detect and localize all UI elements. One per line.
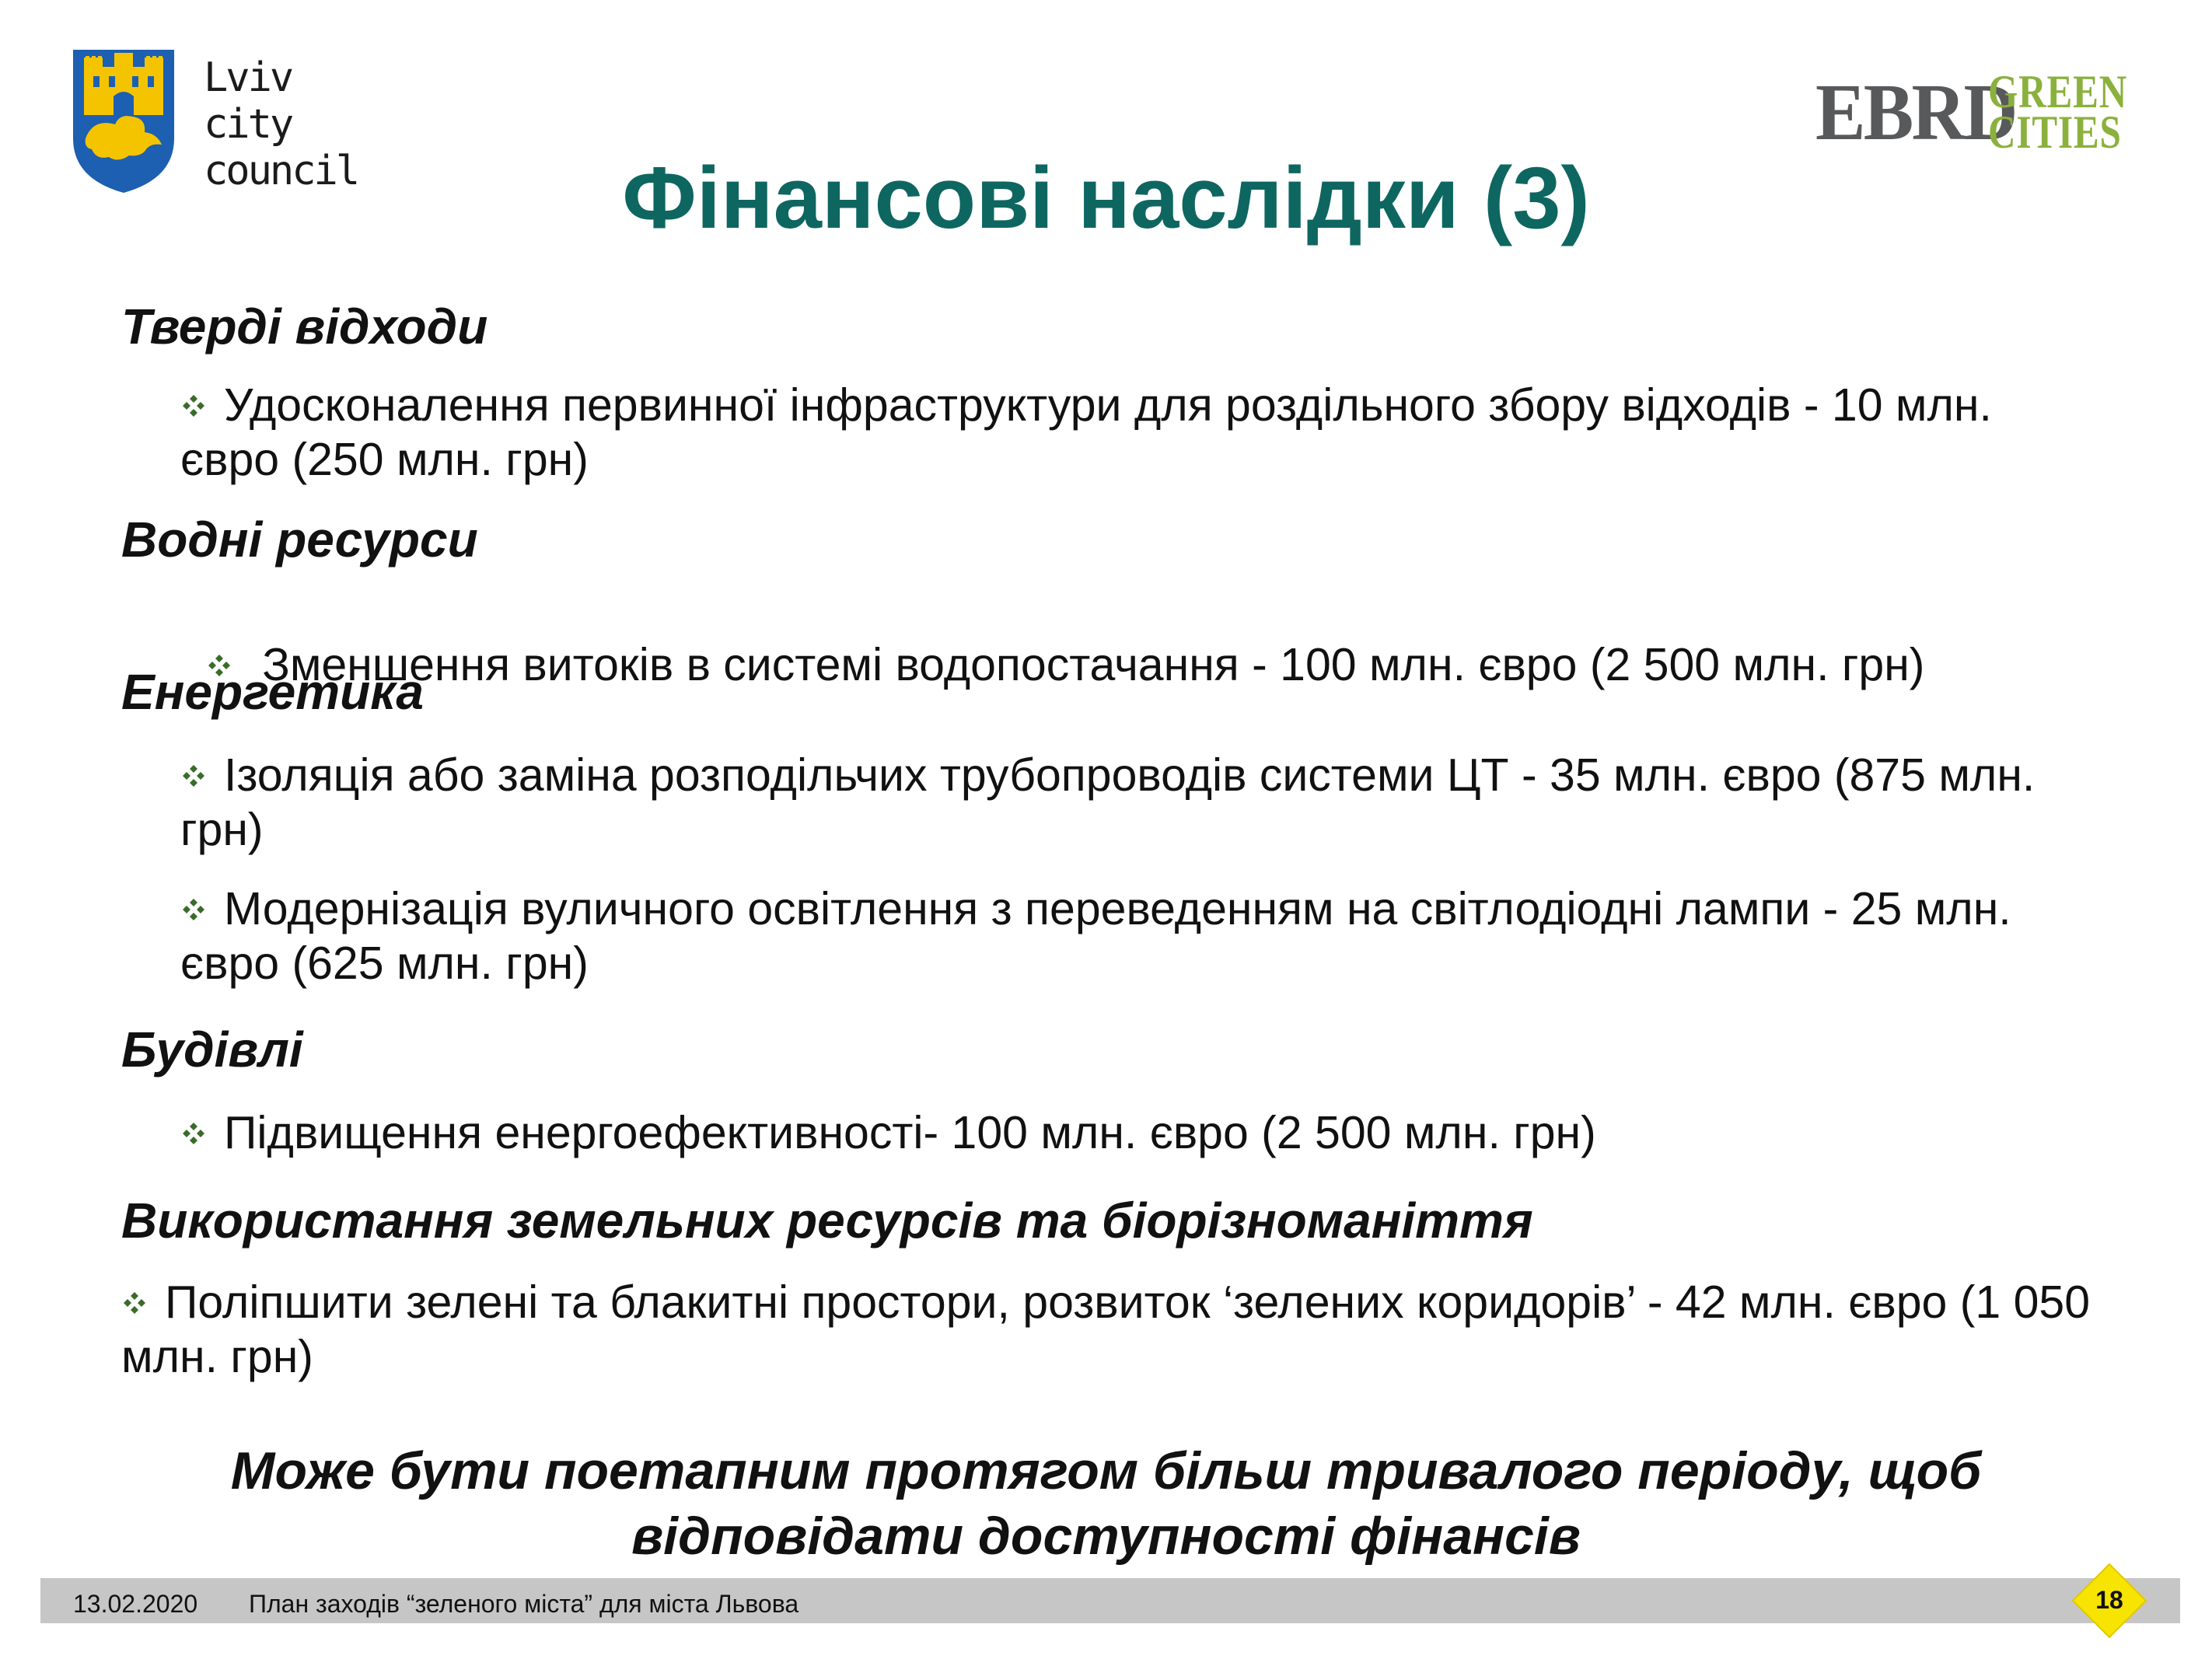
four-diamond-bullet-icon: [180, 393, 207, 419]
list-item-text: Зменшення витоків в системі водопостачання - 100 млн. євро (2 500 млн. грн): [249, 639, 1925, 690]
list-item: [180, 882, 2077, 990]
list-item-text: Підвищення енергоефективності- 100 млн. євро (2 500 млн. грн): [224, 1107, 1596, 1158]
list-item: [121, 1275, 2143, 1384]
council-name: Lviv city council: [204, 54, 358, 194]
list-item-text: Модернізація вуличного освітлення з переведенням на світлодіодні лампи - 25 млн. євро (625 млн. грн): [180, 883, 2011, 989]
ebrd-green-cities-logo: [1815, 66, 2128, 158]
conclusion-text: Може бути поетапним протягом більш тривалого періоду, щоб відповідати доступності фінансів: [230, 1441, 1982, 1566]
four-diamond-bullet-icon: [121, 1290, 148, 1316]
footer-date: 13.02.2020: [73, 1590, 198, 1618]
ebrd-wordmark: EBRD: [1815, 68, 2016, 157]
section-heading-buildings: Будівлі: [121, 1022, 303, 1077]
four-diamond-bullet-icon: [180, 1120, 207, 1147]
section-heading-land-use: Використання земельних ресурсів та біорізноманіття: [121, 1193, 1533, 1249]
section-heading-water: Водні ресурси: [121, 512, 478, 568]
page-number: 18: [2095, 1586, 2123, 1614]
list-item: [180, 748, 2109, 857]
green-cities-wordmark: GREEN CITIES: [1988, 66, 2128, 158]
list-item-text: Поліпшити зелені та блакитні простори, розвиток ‘зелених коридорів’ - 42 млн. євро (1 050 млн. грн): [121, 1277, 2091, 1382]
list-item-text: Удосконалення первинної інфраструктури для роздільного збору відходів - 10 млн. євро (250 млн. грн): [180, 379, 1992, 485]
list-item-text: Ізоляція або заміна розподільчих трубопроводів системи ЦТ - 35 млн. євро (875 млн. грн): [180, 749, 2036, 855]
list-item: [180, 583, 2140, 692]
section-heading-energy: Енергетика: [121, 664, 424, 720]
section-heading-solid-waste: Тверді відходи: [121, 299, 488, 355]
list-item: [180, 1105, 2077, 1160]
list-item: [180, 378, 2077, 487]
footer-caption: План заходів “зеленого міста” для міста Львова: [249, 1590, 799, 1618]
four-diamond-bullet-icon: [180, 763, 207, 789]
four-diamond-bullet-icon: [180, 896, 207, 923]
slide-title: Фінансові наслідки (3): [622, 149, 1590, 246]
